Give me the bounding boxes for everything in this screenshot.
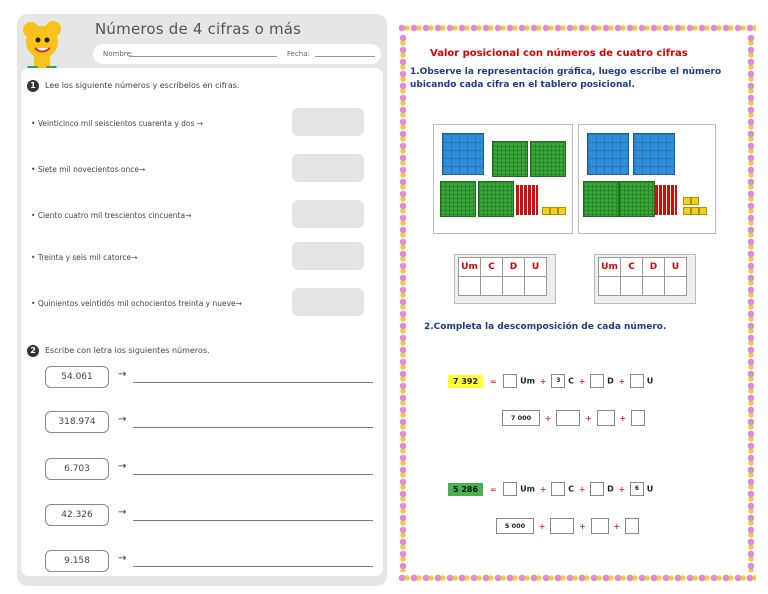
list-item: • Veinticinco mil seiscientos cuarenta y dos →	[31, 119, 204, 128]
answer-box[interactable]	[292, 288, 364, 316]
number-box: 9.158	[45, 550, 109, 572]
list-item: • Treinta y seis mil catorce→	[31, 253, 138, 262]
number-box: 42.326	[45, 504, 109, 526]
hundred-flat-icon	[440, 181, 476, 217]
write-line[interactable]	[133, 474, 373, 475]
decorative-border	[398, 572, 756, 584]
thousand-cube-icon	[587, 133, 629, 175]
um-box[interactable]	[503, 374, 517, 388]
answer-box[interactable]	[292, 242, 364, 270]
unit-cube-icon	[691, 207, 699, 215]
hundred-flat-icon	[583, 181, 619, 217]
decomposition-row-2: 5 286 = Um + C + D + 6 U	[448, 482, 653, 496]
partial-sum-row-2: 5 000 + + +	[496, 518, 639, 534]
partial-box[interactable]	[591, 518, 609, 534]
hundred-flat-icon	[530, 141, 566, 177]
unit-cube-icon	[683, 207, 691, 215]
section-2-instruction: Escribe con letra los siguientes números.	[45, 346, 210, 355]
section-1-badge: 1	[27, 80, 39, 92]
answer-cell[interactable]	[621, 277, 643, 296]
instruction-1: 1.Observe la representación gráfica, luego escribe el número ubicando cada cifra en el tablero posicional.	[410, 67, 722, 90]
decorative-border	[398, 34, 408, 572]
header-c: C	[481, 258, 503, 277]
name-date-bar	[93, 44, 381, 64]
hundred-flat-icon	[478, 181, 514, 217]
u-value-box: 6	[630, 482, 644, 496]
d-box[interactable]	[590, 482, 604, 496]
number-box: 6.703	[45, 458, 109, 480]
c-box: 3	[551, 374, 565, 388]
page-title: Números de 4 cifras o más	[95, 20, 302, 38]
answer-cell[interactable]	[481, 277, 503, 296]
header-u: U	[525, 258, 547, 277]
arrow-icon: →	[118, 507, 127, 518]
answer-cell[interactable]	[665, 277, 687, 296]
header-u: U	[665, 258, 687, 277]
base-ten-blocks-image	[578, 124, 716, 234]
answer-box[interactable]	[292, 200, 364, 228]
write-line[interactable]	[133, 427, 373, 428]
partial-value: 7 000	[502, 410, 540, 426]
name-field[interactable]	[129, 56, 277, 57]
partial-box[interactable]	[625, 518, 639, 534]
answer-box[interactable]	[292, 154, 364, 182]
decorative-border	[398, 22, 756, 34]
d-box[interactable]	[590, 374, 604, 388]
answer-box[interactable]	[292, 108, 364, 136]
partial-box[interactable]	[631, 410, 645, 426]
hundred-flat-icon	[619, 181, 655, 217]
ten-rods-icon	[516, 185, 538, 215]
partial-sum-row-1: 7 000 + + +	[502, 410, 645, 426]
decomposition-row-1: 7 392 = Um + 3 C + D + U	[448, 374, 653, 388]
place-value-table	[598, 257, 687, 296]
header-um: Um	[459, 258, 481, 277]
list-item: • Siete mil novecientos once→	[31, 165, 146, 174]
ten-rods-icon	[655, 185, 677, 215]
unit-cube-icon	[558, 207, 566, 215]
unit-cube-icon	[691, 197, 699, 205]
write-line[interactable]	[133, 520, 373, 521]
thousand-cube-icon	[633, 133, 675, 175]
header-d: D	[643, 258, 665, 277]
name-label: Nombre:	[103, 50, 134, 58]
u-box[interactable]	[630, 374, 644, 388]
unit-cube-icon	[550, 207, 558, 215]
number-highlight: 5 286	[448, 483, 483, 496]
place-value-table	[458, 257, 547, 296]
c-box[interactable]	[551, 482, 565, 496]
worksheet-left	[17, 14, 387, 586]
unit-cube-icon	[683, 197, 691, 205]
date-label: Fecha:	[287, 50, 310, 58]
um-box[interactable]	[503, 482, 517, 496]
instruction-2: 2.Completa la descomposición de cada número.	[424, 322, 667, 332]
answer-cell[interactable]	[525, 277, 547, 296]
list-item: • Ciento cuatro mil trescientos cincuenta→	[31, 211, 192, 220]
section-1-instruction: Lee los siguiente números y escríbelos en cifras.	[45, 81, 240, 90]
worksheet-right	[398, 22, 756, 584]
answer-cell[interactable]	[599, 277, 621, 296]
arrow-icon: →	[118, 553, 127, 564]
hundred-flat-icon	[492, 141, 528, 177]
section-2-badge: 2	[27, 345, 39, 357]
header-c: C	[621, 258, 643, 277]
partial-box[interactable]	[597, 410, 615, 426]
write-line[interactable]	[133, 566, 373, 567]
answer-cell[interactable]	[459, 277, 481, 296]
header-um: Um	[599, 258, 621, 277]
list-item: • Quinientos veintidós mil ochocientos treinta y nueve→	[31, 299, 242, 308]
decorative-border	[746, 34, 756, 572]
answer-cell[interactable]	[643, 277, 665, 296]
unit-cube-icon	[699, 207, 707, 215]
arrow-icon: →	[118, 369, 127, 380]
header-d: D	[503, 258, 525, 277]
number-box: 54.061	[45, 366, 109, 388]
arrow-icon: →	[118, 414, 127, 425]
answer-cell[interactable]	[503, 277, 525, 296]
exercise-panel	[21, 68, 383, 576]
write-line[interactable]	[133, 382, 373, 383]
base-ten-blocks-image	[433, 124, 573, 234]
partial-value: 5 000	[496, 518, 534, 534]
number-box: 318.974	[45, 411, 109, 433]
worksheet-title: Valor posicional con números de cuatro cifras	[430, 48, 688, 59]
partial-box[interactable]	[556, 410, 580, 426]
partial-box[interactable]	[550, 518, 574, 534]
number-highlight: 7 392	[448, 375, 483, 388]
unit-cube-icon	[542, 207, 550, 215]
date-field[interactable]	[315, 56, 375, 57]
arrow-icon: →	[118, 461, 127, 472]
thousand-cube-icon	[442, 133, 484, 175]
